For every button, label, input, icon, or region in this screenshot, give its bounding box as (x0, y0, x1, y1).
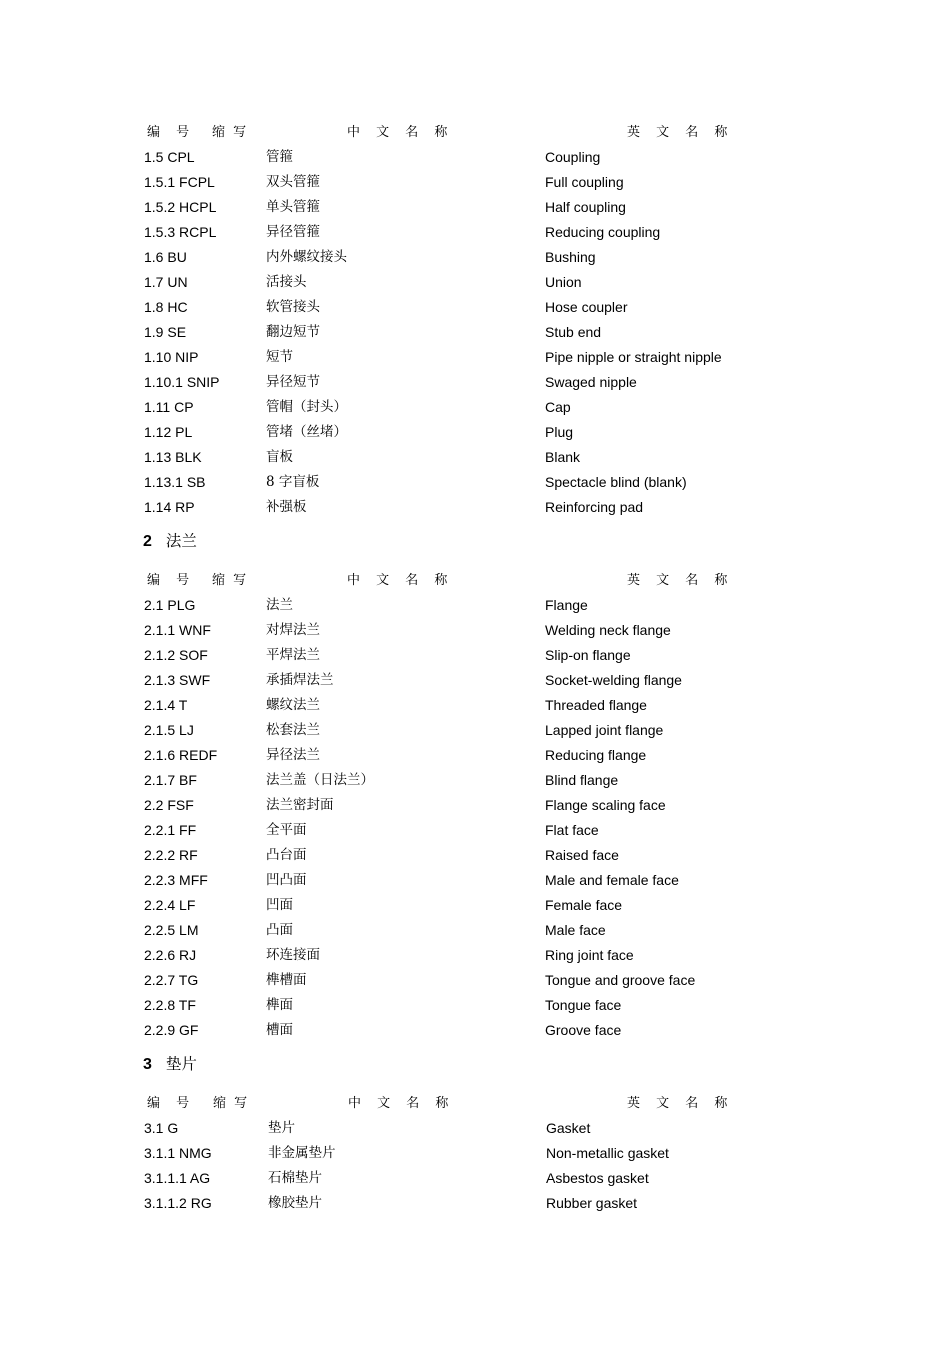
table-row (0, 495, 950, 520)
row-code: 3.1.1.1 AG (144, 1170, 211, 1186)
row-chinese-name: 垫片 (268, 1120, 295, 1136)
row-code: 1.5.1 FCPL (144, 174, 215, 190)
section-number: 2 (143, 533, 152, 550)
row-chinese-name: 异径法兰 (266, 747, 320, 763)
row-code: 2.1.6 REDF (144, 747, 218, 763)
table-row (0, 668, 950, 693)
section-3-table (0, 1091, 950, 1216)
row-english-name: Slip-on flange (545, 647, 631, 663)
table-row (0, 743, 950, 768)
row-english-name: Plug (545, 424, 574, 440)
row-code: 1.12 PL (144, 424, 193, 440)
row-english-name: Half coupling (545, 199, 626, 215)
table-row (0, 445, 950, 470)
table-row (0, 768, 950, 793)
row-chinese-name: 法兰 (266, 597, 293, 613)
table-row (0, 195, 950, 220)
row-chinese-name: 内外螺纹接头 (266, 249, 347, 265)
row-code: 1.5.2 HCPL (144, 199, 217, 215)
header-english-name: 英 文 名 称 (627, 1096, 728, 1111)
header-abbreviation: 缩 写 (212, 573, 247, 588)
row-chinese-name: 对焊法兰 (266, 622, 320, 638)
row-chinese-name: 松套法兰 (266, 722, 320, 738)
row-code: 2.2.4 LF (144, 897, 196, 913)
table-row (0, 918, 950, 943)
row-code: 2.1.1 WNF (144, 622, 211, 638)
row-english-name: Coupling (545, 149, 601, 165)
row-code: 3.1.1 NMG (144, 1145, 212, 1161)
row-english-name: Flange (545, 597, 588, 613)
section-2-table (0, 568, 950, 1043)
row-english-name: Raised face (545, 847, 619, 863)
row-code: 2.1.3 SWF (144, 672, 211, 688)
table-row (0, 420, 950, 445)
row-chinese-name: 单头管箍 (266, 199, 320, 215)
table-row (0, 943, 950, 968)
row-chinese-name: 活接头 (266, 274, 307, 290)
row-chinese-name: 双头管箍 (266, 174, 320, 190)
row-chinese-name: 凹面 (266, 897, 293, 913)
header-english-name: 英 文 名 称 (627, 125, 728, 140)
row-chinese-name: 补强板 (266, 499, 307, 515)
row-chinese-name: 翻边短节 (266, 324, 320, 340)
header-english-name: 英 文 名 称 (627, 573, 728, 588)
row-code: 2.1.4 T (144, 697, 188, 713)
table-row (0, 793, 950, 818)
row-english-name: Blind flange (545, 772, 619, 788)
header-abbreviation: 缩 写 (213, 1096, 248, 1111)
section-1-table (0, 120, 950, 520)
row-english-name: Male and female face (545, 872, 679, 888)
row-chinese-name: 石棉垫片 (268, 1170, 322, 1186)
row-chinese-name: 承插焊法兰 (266, 672, 334, 688)
row-code: 1.9 SE (144, 324, 187, 340)
section-3-title (143, 1051, 197, 1077)
row-code: 2.1 PLG (144, 597, 196, 613)
table-row (0, 868, 950, 893)
row-code: 2.2.5 LM (144, 922, 199, 938)
row-code: 1.10 NIP (144, 349, 199, 365)
table-row (0, 643, 950, 668)
row-code: 1.13 BLK (144, 449, 202, 465)
row-chinese-name: 管帽（封头） (266, 399, 347, 415)
row-english-name: Cap (545, 399, 571, 415)
row-code: 1.13.1 SB (144, 474, 206, 490)
section-name: 垫片 (165, 1055, 197, 1073)
table-row (0, 170, 950, 195)
row-english-name: Blank (545, 449, 581, 465)
row-english-name: Spectacle blind (blank) (545, 474, 687, 490)
row-english-name: Groove face (545, 1022, 622, 1038)
row-code: 1.8 HC (144, 299, 188, 315)
row-english-name: Asbestos gasket (546, 1170, 649, 1186)
row-code: 2.2.2 RF (144, 847, 198, 863)
row-english-name: Male face (545, 922, 606, 938)
row-chinese-name: 凹凸面 (266, 872, 307, 888)
table-row (0, 470, 950, 495)
row-chinese-name: 法兰盖（日法兰） (266, 772, 374, 788)
table-body (0, 593, 950, 1043)
table-header (0, 568, 950, 593)
row-code: 1.14 RP (144, 499, 195, 515)
table-row (0, 295, 950, 320)
table-row (0, 220, 950, 245)
row-chinese-name: 槽面 (266, 1022, 293, 1038)
table-row (0, 345, 950, 370)
row-chinese-name: 橡胶垫片 (268, 1195, 322, 1211)
table-row (0, 145, 950, 170)
table-body (0, 145, 950, 520)
row-english-name: Flat face (545, 822, 599, 838)
table-header (0, 1091, 950, 1116)
table-body (0, 1116, 950, 1216)
row-chinese-name: 管堵（丝堵） (266, 424, 347, 440)
table-row (0, 718, 950, 743)
table-row (0, 370, 950, 395)
row-english-name: Welding neck flange (545, 622, 671, 638)
row-english-name: Rubber gasket (546, 1195, 638, 1211)
row-english-name: Flange scaling face (545, 797, 666, 813)
row-chinese-name: 螺纹法兰 (266, 697, 320, 713)
row-english-name: Union (545, 274, 582, 290)
row-code: 2.1.2 SOF (144, 647, 208, 663)
row-english-name: Hose coupler (545, 299, 628, 315)
row-code: 2.2.1 FF (144, 822, 197, 838)
row-code: 3.1.1.2 RG (144, 1195, 212, 1211)
row-english-name: Bushing (545, 249, 596, 265)
table-row (0, 1141, 950, 1166)
row-chinese-name: 软管接头 (266, 299, 320, 315)
row-chinese-name: 盲板 (266, 449, 293, 465)
table-row (0, 1166, 950, 1191)
table-row (0, 1116, 950, 1141)
row-english-name: Tongue and groove face (545, 972, 696, 988)
row-code: 1.6 BU (144, 249, 187, 265)
row-english-name: Swaged nipple (545, 374, 637, 390)
row-chinese-name: 8 字盲板 (266, 474, 320, 490)
row-code: 3.1 G (144, 1120, 179, 1136)
row-code: 1.10.1 SNIP (144, 374, 220, 390)
row-english-name: Tongue face (545, 997, 622, 1013)
row-chinese-name: 短节 (266, 349, 293, 365)
header-number: 编 号 (147, 125, 190, 140)
row-english-name: Threaded flange (545, 697, 647, 713)
table-row (0, 1018, 950, 1043)
row-chinese-name: 榫面 (266, 997, 293, 1013)
row-chinese-name: 全平面 (266, 822, 307, 838)
table-row (0, 320, 950, 345)
row-code: 2.2 FSF (144, 797, 194, 813)
row-code: 2.2.7 TG (144, 972, 199, 988)
row-english-name: Non-metallic gasket (546, 1145, 669, 1161)
table-row (0, 993, 950, 1018)
header-chinese-name: 中 文 名 称 (347, 125, 448, 140)
row-code: 2.2.6 RJ (144, 947, 197, 963)
header-chinese-name: 中 文 名 称 (347, 573, 448, 588)
header-abbreviation: 缩 写 (212, 125, 247, 140)
table-row (0, 245, 950, 270)
table-row (0, 693, 950, 718)
row-code: 1.11 CP (144, 399, 194, 415)
table-row (0, 270, 950, 295)
row-english-name: Reducing coupling (545, 224, 661, 240)
row-code: 2.2.3 MFF (144, 872, 208, 888)
row-chinese-name: 凸台面 (266, 847, 307, 863)
row-code: 1.5 CPL (144, 149, 195, 165)
row-english-name: Reducing flange (545, 747, 647, 763)
row-chinese-name: 非金属垫片 (268, 1145, 336, 1161)
row-code: 2.2.9 GF (144, 1022, 199, 1038)
table-row (0, 593, 950, 618)
row-chinese-name: 平焊法兰 (266, 647, 320, 663)
row-english-name: Gasket (546, 1120, 591, 1136)
row-chinese-name: 榫槽面 (266, 972, 307, 988)
header-number: 编 号 (147, 1096, 190, 1111)
table-row (0, 843, 950, 868)
row-english-name: Stub end (545, 324, 602, 340)
row-chinese-name: 管箍 (266, 149, 293, 165)
table-row (0, 968, 950, 993)
table-row (0, 818, 950, 843)
row-english-name: Pipe nipple or straight nipple (545, 349, 722, 365)
section-name: 法兰 (165, 532, 197, 550)
row-chinese-name: 凸面 (266, 922, 293, 938)
row-english-name: Full coupling (545, 174, 624, 190)
header-chinese-name: 中 文 名 称 (348, 1096, 449, 1111)
row-code: 2.1.7 BF (144, 772, 197, 788)
row-chinese-name: 法兰密封面 (266, 797, 334, 813)
row-code: 2.1.5 LJ (144, 722, 194, 738)
row-code: 1.5.3 RCPL (144, 224, 217, 240)
table-row (0, 395, 950, 420)
row-chinese-name: 异径短节 (266, 374, 320, 390)
row-chinese-name: 异径管箍 (266, 224, 320, 240)
row-english-name: Lapped joint flange (545, 722, 664, 738)
table-row (0, 893, 950, 918)
row-code: 1.7 UN (144, 274, 188, 290)
row-english-name: Socket-welding flange (545, 672, 682, 688)
section-2-title (143, 528, 197, 554)
row-code: 2.2.8 TF (144, 997, 196, 1013)
row-english-name: Female face (545, 897, 623, 913)
header-number: 编 号 (147, 573, 190, 588)
section-number: 3 (143, 1056, 152, 1073)
row-chinese-name: 环连接面 (266, 947, 320, 963)
row-english-name: Ring joint face (545, 947, 634, 963)
table-row (0, 1191, 950, 1216)
table-header (0, 120, 950, 145)
table-row (0, 618, 950, 643)
row-english-name: Reinforcing pad (545, 499, 644, 515)
